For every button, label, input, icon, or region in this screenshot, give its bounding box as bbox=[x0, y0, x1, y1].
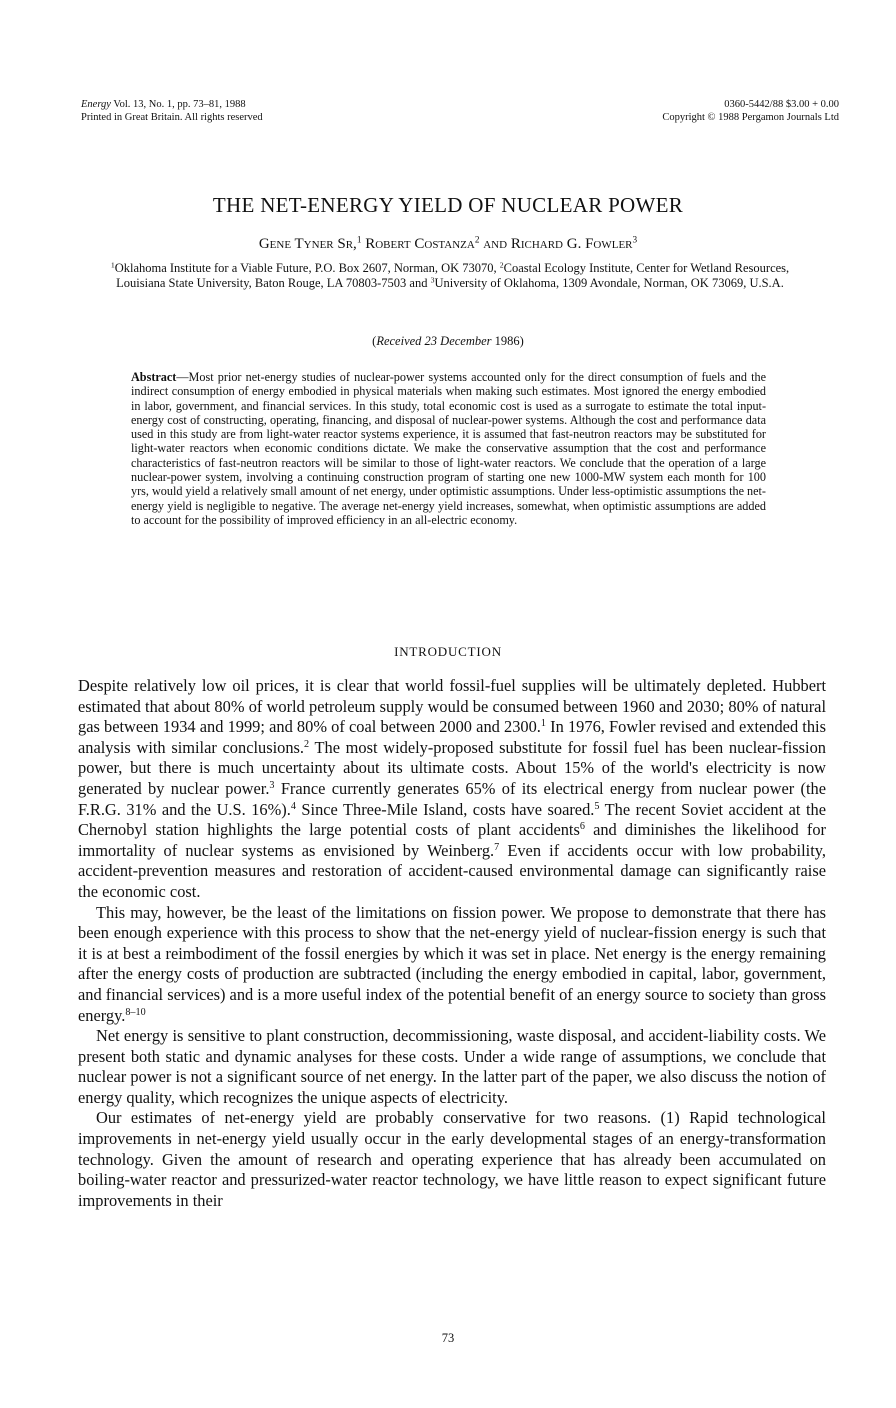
affiliation: University of Oklahoma, 1309 Avondale, Norman, OK 73069, U.S.A. bbox=[434, 276, 784, 290]
text-run: and diminishes the likelihood for immortality of nuclear systems as envisioned by Weinberg. bbox=[78, 820, 826, 860]
affil-marker: 3 bbox=[430, 275, 435, 285]
author-affil-marker: 3 bbox=[632, 235, 638, 246]
printed-notice: Printed in Great Britain. All rights reserved bbox=[81, 112, 263, 123]
affil-marker: 2 bbox=[499, 260, 504, 270]
abstract bbox=[131, 370, 766, 527]
paper-title: THE NET-ENERGY YIELD OF NUCLEAR POWER bbox=[212, 193, 684, 217]
received-year: 1986) bbox=[491, 334, 524, 348]
journal-name: Energy bbox=[81, 99, 111, 110]
received-paren: ( bbox=[372, 334, 377, 348]
paragraph bbox=[78, 676, 826, 903]
affiliation: Coastal Ecology Institute, Center for Wetland Resources, Louisiana State University, Baton Rouge, LA 70803-7503 and bbox=[116, 261, 790, 290]
citation-ref[interactable]: 8–10 bbox=[125, 1006, 146, 1018]
author-affil-marker: 2 bbox=[474, 235, 480, 246]
volume-pages: Vol. 13, No. 1, pp. 73–81, 1988 bbox=[110, 99, 246, 110]
citation-ref[interactable]: 6 bbox=[579, 821, 585, 833]
abstract-label: Abstract bbox=[131, 370, 177, 384]
citation-ref[interactable]: 5 bbox=[594, 800, 600, 812]
affil-marker: 1 bbox=[110, 260, 115, 270]
citation-line bbox=[81, 98, 263, 111]
journal-citation-header bbox=[81, 98, 263, 124]
affiliation: Oklahoma Institute for a Viable Future, P.O. Box 2607, Norman, OK 73070, bbox=[114, 261, 500, 275]
paragraph: Net energy is sensitive to plant construction, decommissioning, waste disposal, and accident-liability costs. We present both static and dynamic analyses for these costs. Under a wide range of assumptions, we conclude that nuclear power is not a significant source of net energy. In the latter part of the paper, we also discuss the notion of energy quality, which recognizes the unique aspects of electricity. bbox=[78, 1026, 826, 1107]
author-affil-marker: 1 bbox=[356, 235, 362, 246]
citation-ref[interactable]: 4 bbox=[290, 800, 296, 812]
text-run: France currently generates 65% of its electrical energy from nuclear power (the F.R.G. 31% and the U.S. 16%). bbox=[78, 778, 826, 819]
received-date bbox=[0, 334, 896, 349]
citation-ref[interactable]: 2 bbox=[304, 738, 310, 750]
paragraph bbox=[78, 903, 826, 1027]
page-number: 73 bbox=[441, 1331, 455, 1345]
author-list bbox=[0, 236, 896, 253]
author-name: Gene Tyner Sr, bbox=[258, 236, 357, 252]
text-run: Even if accidents occur with low probability, accident-prevention measures and restoration of accident-caused environmental damage can significantly raise the economic cost. bbox=[78, 840, 826, 901]
text-run: Since Three-Mile Island, costs have soared. bbox=[295, 799, 595, 819]
text-run: The most widely-proposed substitute for fossil fuel has been nuclear-fission power, but there is much uncertainty about its ultimate costs. About 15% of the world's electricity is now generated by nuclear power. bbox=[78, 737, 827, 798]
received-label: Received 23 December bbox=[376, 334, 492, 348]
affiliations bbox=[100, 261, 800, 291]
abstract-text: —Most prior net-energy studies of nuclear-power systems accounted only for the direct consumption of fuels and the indirect consumption of energy embodied in physical materials when making such estimates. Most ignored the energy embodied in labor, government, and financial services. In this study, total economic cost is used as a surrogate to estimate the total input-energy cost of constructing, operating, financing, and disposal of nuclear-power systems. Although the cost and performance data used in this study are from light-water reactor systems experience, it is assumed that fast-neutron reactors may be substituted for light-water reactors when economic conditions dictate. We make the conservative assumption that the cost and performance characteristics of fast-neutron reactors will be similar to those of light-water reactors. We conclude that the operation of a large nuclear-power system, involving a continuing construction program of starting one new 1000-MW system each month for 100 yrs, would yield a relatively small amount of net energy, under optimistic assumptions. Under less-optimistic assumptions the net-energy yield is negligible to negative. The average net-energy yield increases, somewhat, when optimistic assumptions are added to account for the possibility of improved efficiency in an all-electric economy. bbox=[131, 370, 766, 527]
text-run: In 1976, Fowler revised and extended this analysis with similar conclusions. bbox=[78, 717, 826, 757]
citation-ref[interactable]: 3 bbox=[269, 779, 275, 791]
citation-ref[interactable]: 7 bbox=[494, 841, 500, 853]
body-text bbox=[78, 676, 826, 1211]
author-name: Robert Costanza bbox=[361, 236, 475, 252]
text-run: This may, however, be the least of the limitations on fission power. We propose to demonstrate that there has been enough experience with this process to show that the net-energy yield of nuclear-fission energy is such that it is at best a reimbodiment of the fossil energies by which it was set in place. Net energy is the energy remaining after the energy costs of production are subtracted (including the energy embodied in capital, labor, government, and financial services) and is a more useful index of the potential benefit of an energy source to society than gross energy. bbox=[78, 902, 826, 1025]
author-name: and Richard G. Fowler bbox=[479, 236, 633, 252]
copyright-notice: Copyright © 1988 Pergamon Journals Ltd bbox=[662, 112, 839, 123]
paragraph: Our estimates of net-energy yield are probably conservative for two reasons. (1) Rapid technological improvements in net-energy yield usually occur in the early developmental stages of an energy-transformation technology. Given the amount of research and operating experience that has already been accumulated on boiling-water reactor and pressurized-water reactor technology, we have little reason to expect significant future improvements in their bbox=[78, 1108, 826, 1210]
text-run: The recent Soviet accident at the Chernobyl station highlights the large potential costs of plant accidents bbox=[78, 799, 826, 840]
issn-price: 0360-5442/88 $3.00 + 0.00 bbox=[724, 99, 839, 110]
copyright-header bbox=[662, 98, 839, 124]
section-heading: INTRODUCTION bbox=[394, 644, 502, 659]
text-run: Despite relatively low oil prices, it is clear that world fossil-fuel supplies will be ultimately depleted. Hubbert estimated that about 80% of world petroleum supply would be consumed between 1960 and 2030; 80% of natural gas between 1934 and 1999; and 80% of coal between 2000 and 2300. bbox=[78, 676, 826, 737]
citation-ref[interactable]: 1 bbox=[540, 718, 546, 730]
